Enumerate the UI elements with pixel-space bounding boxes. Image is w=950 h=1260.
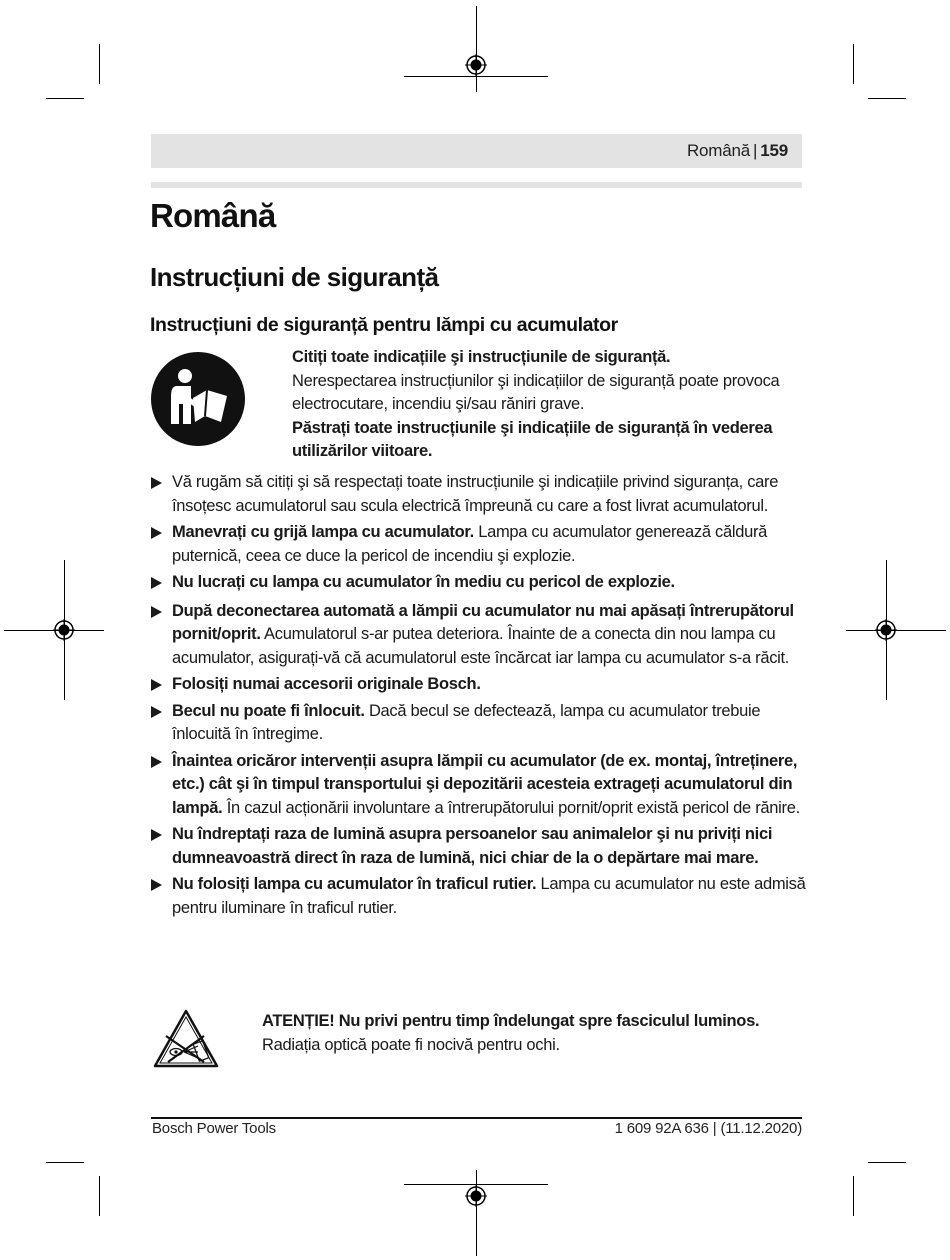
- list-item-bold: Înaintea oricăror intervenții asupra lămpii cu acumulator (de ex. montaj, întreținere, etc.) cât şi în timpul transportului şi depozitării acesteia extrageți acumulatorul din lampă.: [172, 751, 798, 817]
- footer-rule: [151, 1117, 802, 1119]
- registration-line: [404, 76, 548, 77]
- bullet-triangle-icon: [151, 706, 162, 718]
- crop-mark: [868, 98, 906, 99]
- page-number: 159: [760, 141, 788, 160]
- registration-target-icon: [53, 619, 75, 641]
- list-item: [150, 521, 810, 568]
- list-item: [150, 873, 810, 920]
- header-language: Română: [686, 141, 751, 160]
- bullet-triangle-icon: [151, 679, 162, 691]
- read-text-1: Nerespectarea instrucțiunilor şi indicațiilor de siguranță poate provoca electrocutare, incendiu şi/sau răniri grave.: [292, 371, 780, 413]
- header-rule: [151, 182, 802, 188]
- list-item-text: Dacă becul se defectează, lampa cu acumulator trebuie înlocuită în întregime.: [172, 701, 761, 743]
- bullet-triangle-icon: [151, 879, 162, 891]
- header-text: [687, 141, 788, 161]
- read-bold-1: Citiți toate indicațiile şi instrucțiunile de siguranță.: [292, 348, 671, 366]
- list-item: [150, 750, 810, 821]
- bullet-triangle-icon: [151, 577, 162, 589]
- list-item-bold: Nu folosiți lampa cu acumulator în traficul rutier.: [172, 875, 537, 893]
- page-title: Română: [150, 197, 276, 234]
- read-manual-icon: [151, 352, 245, 446]
- page-header: [151, 134, 802, 168]
- header-separator: |: [753, 141, 758, 160]
- section-title: Instrucțiuni de siguranță: [150, 262, 439, 292]
- warning-bold: ATENȚIE! Nu privi pentru timp îndelungat spre fasciculul luminos.: [262, 1012, 760, 1030]
- read-paragraph-2: [292, 417, 802, 464]
- list-item-text: În cazul acționării involuntare a întrerupătorului pornit/oprit există pericol de rănire.: [222, 798, 800, 817]
- safety-list: [150, 471, 810, 923]
- list-item-bold: Manevrați cu grijă lampa cu acumulator.: [172, 523, 474, 541]
- list-item-bold: Nu îndreptați raza de lumină asupra persoanelor sau animalelor şi nu priviți nici dumneavoastră direct în raza de lumină, nici chiar de la o depărtare mai mare.: [172, 825, 773, 867]
- crop-mark: [46, 98, 84, 99]
- read-instructions-block: [292, 346, 802, 464]
- list-item-bold: Becul nu poate fi înlocuit.: [172, 701, 365, 720]
- bullet-triangle-icon: [151, 756, 162, 768]
- list-item: [150, 823, 810, 870]
- registration-target-icon: [465, 1185, 487, 1207]
- footer-brand: Bosch Power Tools: [152, 1120, 276, 1137]
- crop-mark: [868, 1162, 906, 1163]
- do-not-stare-into-beam-icon: [152, 1008, 220, 1070]
- registration-line: [476, 6, 477, 92]
- registration-target-icon: [465, 54, 487, 76]
- warning-text: Radiația optică poate fi nocivă pentru ochi.: [262, 1035, 560, 1054]
- registration-target-icon: [875, 619, 897, 641]
- bullet-triangle-icon: [151, 606, 162, 618]
- list-item: [150, 600, 810, 671]
- crop-mark: [99, 1176, 100, 1216]
- read-bold-2: Păstrați toate instrucțiunile şi indicațiile de siguranță în vederea utilizărilor viitoare.: [292, 418, 773, 460]
- crop-mark: [46, 1162, 84, 1163]
- warning-block: [262, 1010, 802, 1057]
- crop-mark: [853, 44, 854, 84]
- list-item-bold: Nu lucrați cu lampa cu acumulator în mediu cu pericol de explozie.: [172, 573, 675, 591]
- list-item-text: Lampa cu acumulator nu este admisă pentru iluminare în traficul rutier.: [172, 875, 806, 917]
- footer-doc-number: 1 609 92A 636 | (11.12.2020): [614, 1120, 802, 1137]
- subsection-title: Instrucțiuni de siguranță pentru lămpi cu acumulator: [150, 314, 618, 336]
- list-item: [150, 700, 810, 747]
- list-item-text: Lampa cu acumulator generează căldură puternică, ceea ce duce la pericol de incendiu şi explozie.: [172, 523, 768, 565]
- list-item-text: Vă rugăm să citiți şi să respectați toate instrucțiunile şi indicațiile privind siguranța, care însoțesc acumulatorul sau scula electrică împreună cu care a fost livrat acumulatorul.: [172, 473, 779, 515]
- list-item-bold: După deconectarea automată a lămpii cu acumulator nu mai apăsați întrerupătorul pornit/oprit.: [172, 601, 794, 643]
- crop-mark: [99, 44, 100, 84]
- crop-mark: [853, 1176, 854, 1216]
- list-item: [150, 571, 810, 595]
- bullet-triangle-icon: [151, 829, 162, 841]
- registration-line: [476, 1170, 477, 1256]
- list-item-bold: Folosiți numai accesorii originale Bosch.: [172, 675, 481, 693]
- list-item: [150, 673, 810, 697]
- list-item: [150, 471, 810, 518]
- bullet-triangle-icon: [151, 527, 162, 539]
- list-item-text: Acumulatorul s-ar putea deteriora. Înainte de a conecta din nou lampa cu acumulator, asigurați-vă că acumulatorul este încărcat iar lampa cu acumulator s-a răcit.: [172, 625, 790, 667]
- read-paragraph-1: [292, 346, 802, 417]
- bullet-triangle-icon: [151, 477, 162, 489]
